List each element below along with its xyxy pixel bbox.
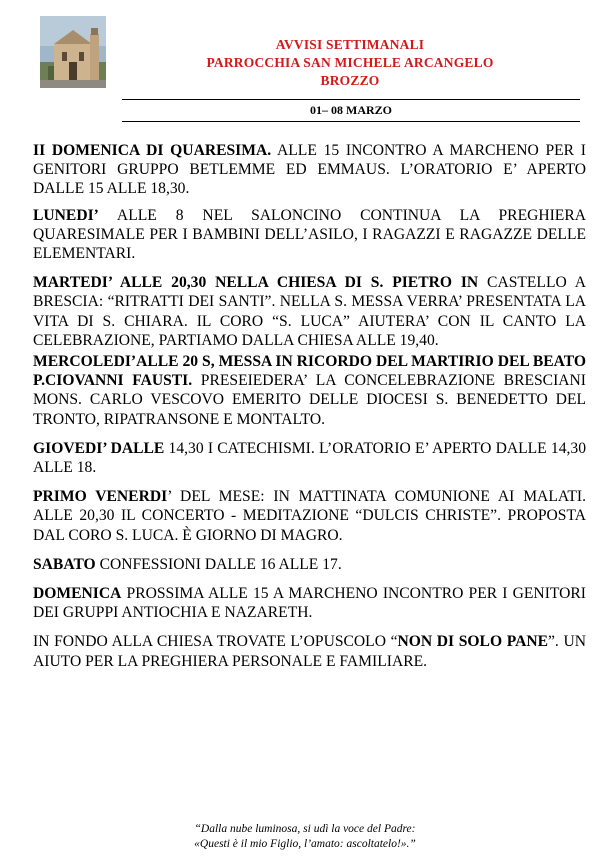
notice-text: PRESEIEDERA’ LA CONCELEBRAZIONE BRESCIANI MONS. CARLO VESCOVO EMERITO DELLE DIOCESI S. BENEDETTO DEL TRONTO, RIPATRANSONE E MONTALTO.	[33, 372, 586, 428]
notice-text: ’ DEL MESE: IN MATTINATA COMUNIONE AI MALATI. ALLE 20,30 IL CONCERTO - MEDITAZIONE “DULCIS CHRISTE”. PROPOSTA DAL CORO S. LUCA. È GIORNO DI MAGRO.	[33, 488, 586, 544]
church-logo	[40, 16, 106, 88]
header-parish: PARROCCHIA SAN MICHELE ARCANGELO	[206, 55, 494, 70]
bottom-rule	[122, 121, 580, 122]
notice-text: ALLE 15 INCONTRO A MARCHENO PER I GENITORI GRUPPO BETLEMME ED EMMAUS. L’ORATORIO E’ APERTO DALLE 15 ALLE 18,30.	[33, 142, 586, 198]
notice-text: CONFESSIONI DALLE 16 ALLE 17.	[95, 555, 342, 573]
notice-heading: GIOVEDI’ DALLE	[33, 439, 165, 457]
top-rule	[122, 99, 580, 100]
notice-heading: SABATO	[33, 555, 96, 573]
notice-heading: MARTEDI’ ALLE 20,30 NELLA CHIESA DI S. PIETRO IN	[33, 274, 479, 292]
notice-heading: II DOMENICA DI QUARESIMA.	[33, 142, 272, 159]
header-town: BROZZO	[320, 73, 380, 88]
notice-monday	[33, 206, 586, 264]
notice-text: 14,30 I CATECHISMI. L’ORATORIO E’ APERTO DALLE 14,30 ALLE 18.	[33, 439, 586, 477]
notice-friday	[33, 487, 586, 545]
notice-heading: PRIMO VENERDI	[33, 488, 168, 506]
header-title: AVVISI SETTIMANALI	[275, 37, 425, 52]
notice-text: ALLE 8 NEL SALONCINO CONTINUA LA PREGHIERA QUARESIMALE PER I BAMBINI DELL’ASILO, I RAGAZZI E RAGAZZE DELLE ELEMENTARI.	[33, 206, 586, 263]
notice-next-sunday	[33, 584, 586, 622]
notices-body	[33, 141, 586, 671]
notice-booklet	[33, 632, 586, 670]
notice-sunday	[33, 141, 586, 199]
gospel-quote	[140, 822, 470, 852]
quote-line-2: «Questi è il mio Figlio, l’amato: ascoltatelo!».”	[194, 838, 416, 850]
notice-heading: DOMENICA	[33, 585, 122, 603]
notice-text: ”. UN AIUTO PER LA PREGHIERA PERSONALE E FAMILIARE.	[33, 633, 586, 670]
notice-text: PROSSIMA ALLE 15 A MARCHENO INCONTRO PER I GENITORI DEI GRUPPI ANTIOCHIA E NAZARETH.	[33, 585, 586, 622]
notice-wednesday	[33, 352, 586, 429]
notice-thursday	[33, 439, 586, 477]
notice-heading: LUNEDI’	[33, 206, 99, 224]
date-range: 01– 08 MARZO	[310, 103, 392, 117]
notice-tuesday	[33, 273, 586, 350]
notice-heading: NON DI SOLO PANE	[397, 633, 549, 651]
quote-line-1: “Dalla nube luminosa, si udì la voce del Padre:	[194, 823, 416, 835]
notice-text-pre: IN FONDO ALLA CHIESA TROVATE L’OPUSCOLO “	[33, 633, 398, 651]
notice-text: CASTELLO A BRESCIA: “RITRATTI DEI SANTI”. NELLA S. MESSA VERRA’ PRESENTATA LA VITA DI S. CHIARA. IL CORO “S. LUCA” AIUTERA’ CON IL CANTO LA CELEBRAZIONE, PARTIAMO DALLA CHIESA ALLE 19,40.	[33, 274, 586, 349]
parish-header	[130, 36, 570, 90]
notice-saturday	[33, 555, 586, 574]
notice-heading: MERCOLEDI’ALLE 20 S, MESSA IN RICORDO DEL MARTIRIO DEL BEATO P.CIOVANNI FAUSTI.	[33, 353, 586, 390]
